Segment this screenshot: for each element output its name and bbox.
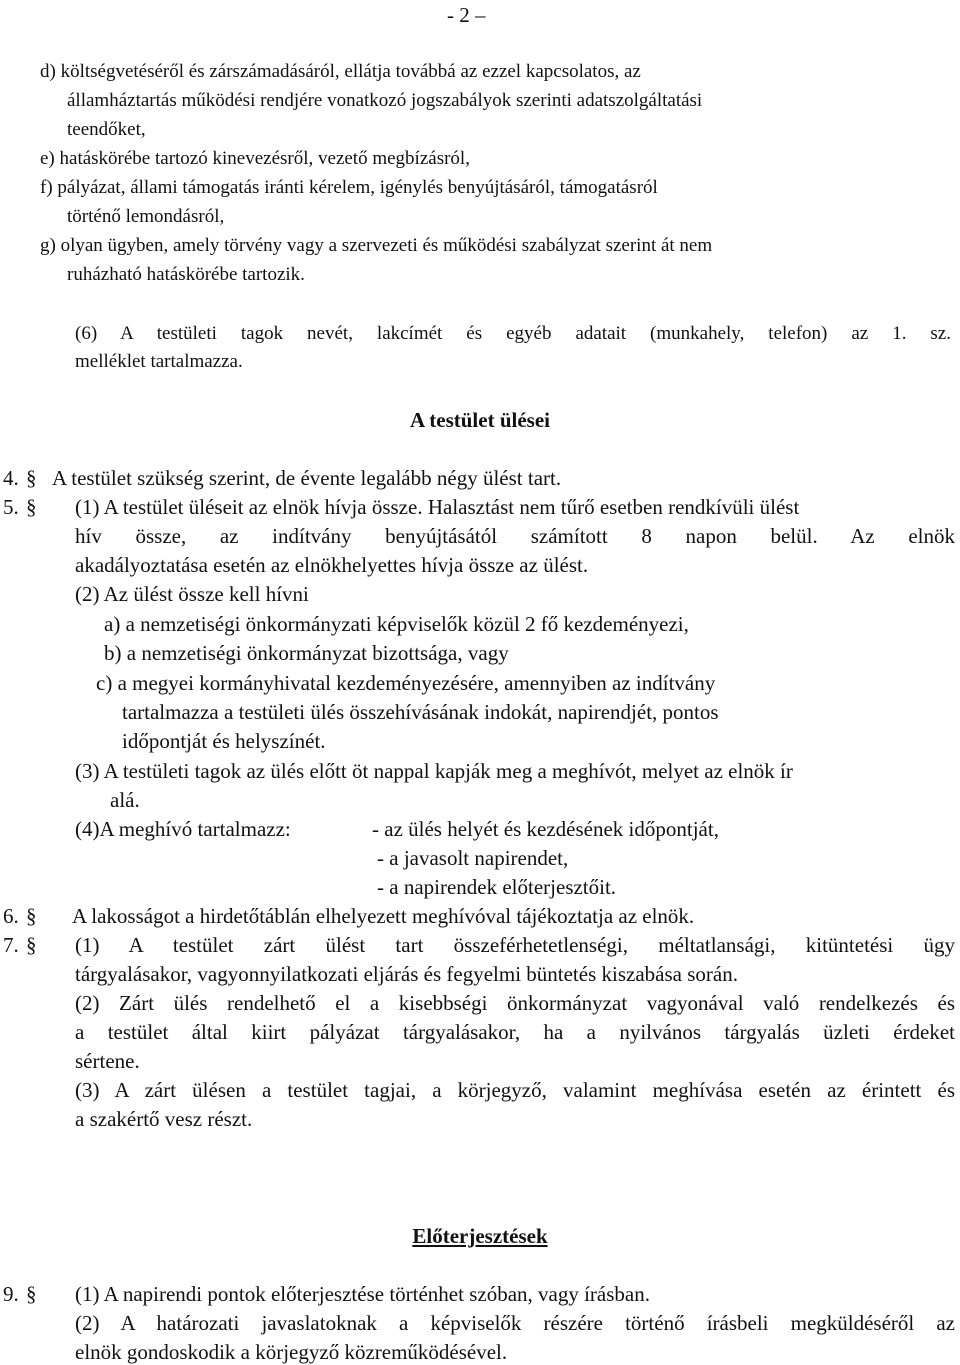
section-5-line3: akadályoztatása esetén az elnökhelyettes hívja össze az ülést. bbox=[75, 553, 589, 577]
paragraph-6-line1: (6) A testületi tagok nevét, lakcímét és egyéb adatait (munkahely, telefon) az 1. sz. bbox=[75, 323, 951, 344]
section-9-number: 9. bbox=[3, 1282, 19, 1306]
item-f-line2: történő lemondásról, bbox=[67, 206, 225, 227]
section-7-line4: a testület által kiirt pályázat tárgyalásakor, ha a nyilvános tárgyalás üzleti érdeket bbox=[75, 1020, 955, 1044]
section-4-text: A testület szükség szerint, de évente legalább négy ülést tart. bbox=[52, 466, 562, 490]
section-5-number: 5. bbox=[3, 495, 19, 519]
section-7-line6: (3) A zárt ülésen a testület tagjai, a körjegyző, valamint meghívása esetén az érintett és bbox=[75, 1078, 955, 1102]
section-7-line2: tárgyalásakor, vagyonnyilatkozati eljárás és fegyelmi büntetés kiszabása során. bbox=[75, 962, 738, 986]
section-7-line7: a szakértő vesz részt. bbox=[75, 1107, 253, 1131]
section-5-item-a: a) a nemzetiségi önkormányzati képviselők közül 2 fő kezdeményezi, bbox=[104, 612, 689, 636]
heading-meetings: A testület ülései bbox=[410, 408, 550, 432]
section-9-line1: (1) A napirendi pontok előterjesztése történhet szóban, vagy írásban. bbox=[75, 1282, 650, 1306]
section-5-para4: (4)A meghívó tartalmazz: bbox=[75, 817, 291, 841]
item-d-line3: teendőket, bbox=[67, 119, 146, 140]
item-e: e) hatáskörébe tartozó kinevezésről, vezető megbízásról, bbox=[40, 148, 470, 169]
section-7-number: 7. bbox=[3, 933, 19, 957]
section-6-number: 6. bbox=[3, 904, 19, 928]
section-5-item-c-line3: időpontját és helyszínét. bbox=[122, 729, 326, 753]
section-9-line2: (2) A határozati javaslatoknak a képviselők részére történő írásbeli megküldéséről az bbox=[75, 1311, 955, 1335]
section-5-item-c-line1: c) a megyei kormányhivatal kezdeményezésére, amennyiben az indítvány bbox=[96, 671, 716, 695]
item-g-line1: g) olyan ügyben, amely törvény vagy a szervezeti és működési szabályzat szerint át nem bbox=[40, 235, 713, 256]
item-f-line1: f) pályázat, állami támogatás iránti kérelem, igénylés benyújtásáról, támogatásról bbox=[40, 177, 658, 198]
section-6-symbol: § bbox=[26, 904, 37, 928]
section-5-line2: hív össze, az indítvány benyújtásától számított 8 napon belül. Az elnök bbox=[75, 524, 955, 548]
paragraph-6-line2: melléklet tartalmazza. bbox=[75, 351, 243, 372]
section-5-line1: (1) A testület üléseit az elnök hívja össze. Halasztást nem tűrő esetben rendkívüli ülést bbox=[75, 495, 800, 519]
section-5-para4-item2: - a javasolt napirendet, bbox=[377, 846, 569, 870]
section-7-line5: sértene. bbox=[75, 1049, 140, 1073]
section-6-text: A lakosságot a hirdetőtáblán elhelyezett meghívóval tájékoztatja az elnök. bbox=[72, 904, 695, 928]
section-5-item-c-line2: tartalmazza a testületi ülés összehívásának indokát, napirendjét, pontos bbox=[122, 700, 719, 724]
section-4-number: 4. bbox=[3, 466, 19, 490]
section-9-line3: elnök gondoskodik a körjegyző közreműködésével. bbox=[75, 1340, 508, 1364]
heading-submissions: Előterjesztések bbox=[412, 1224, 548, 1248]
item-g-line2: ruházható hatáskörébe tartozik. bbox=[67, 264, 305, 285]
item-d-line1: d) költségvetéséről és zárszámadásáról, ellátja továbbá az ezzel kapcsolatos, az bbox=[40, 61, 641, 82]
section-5-para4-item3: - a napirendek előterjesztőit. bbox=[377, 875, 617, 899]
item-d-line2: államháztartás működési rendjére vonatkozó jogszabályok szerinti adatszolgáltatási bbox=[67, 90, 703, 111]
section-9-symbol: § bbox=[26, 1282, 37, 1306]
page-number: - 2 – bbox=[447, 3, 486, 27]
section-7-line1: (1) A testület zárt ülést tart összeférhetetlenségi, méltatlansági, kitüntetési ügy bbox=[75, 933, 955, 957]
section-5-item-b: b) a nemzetiségi önkormányzat bizottsága, vagy bbox=[104, 641, 509, 665]
section-7-symbol: § bbox=[26, 933, 37, 957]
section-4-symbol: § bbox=[26, 466, 37, 490]
section-5-para2: (2) Az ülést össze kell hívni bbox=[75, 582, 309, 606]
section-5-symbol: § bbox=[26, 495, 37, 519]
section-5-para4-item1: - az ülés helyét és kezdésének időpontját, bbox=[372, 817, 719, 841]
section-5-para3-line2: alá. bbox=[110, 788, 140, 812]
section-5-para3-line1: (3) A testületi tagok az ülés előtt öt nappal kapják meg a meghívót, melyet az elnök ír bbox=[75, 759, 793, 783]
section-7-line3: (2) Zárt ülés rendelhető el a kisebbségi önkormányzat vagyonával való rendelkezés és bbox=[75, 991, 955, 1015]
